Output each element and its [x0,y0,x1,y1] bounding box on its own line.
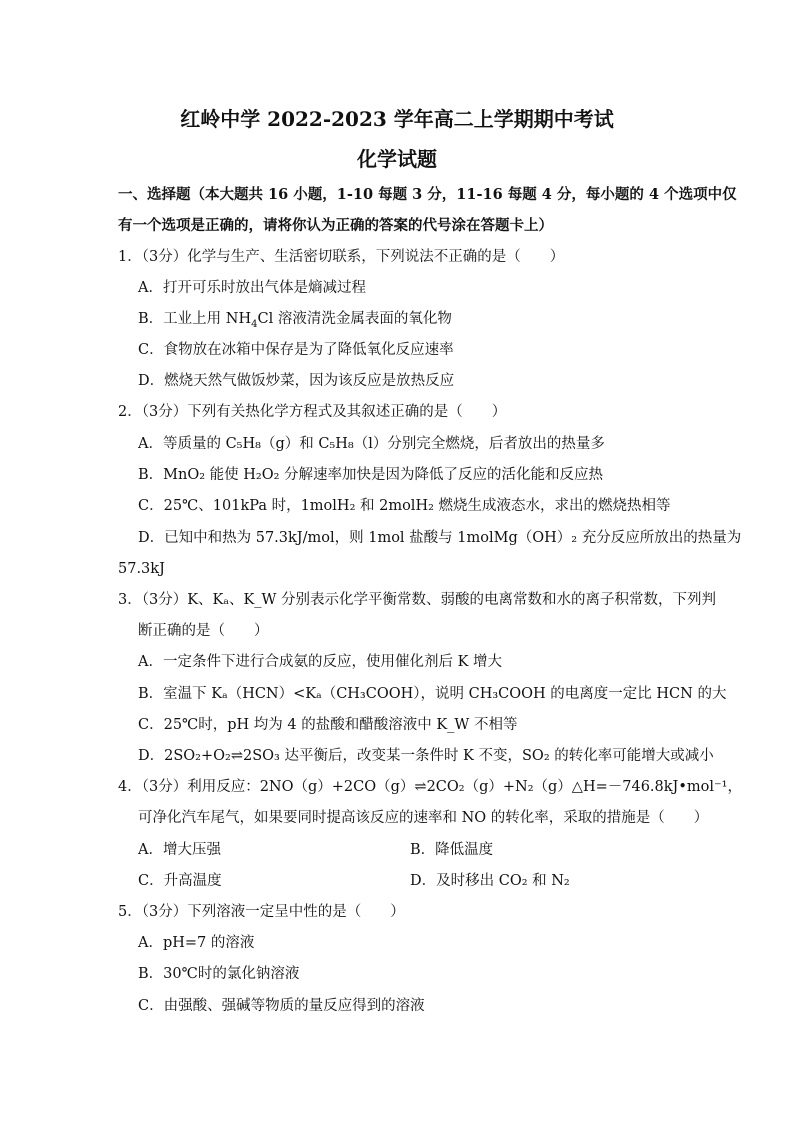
question-2-option-c: C．25℃、101kPa 时，1molH₂ 和 2molH₂ 燃烧生成液态水，求出的燃烧热相等 [138,498,671,514]
question-1-option-a: A．打开可乐时放出气体是熵减过程 [138,280,366,296]
question-5-option-a: A．pH=7 的溶液 [138,935,255,951]
question-1-option-d: D．燃烧天然气做饭炒菜，因为该反应是放热反应 [138,373,455,389]
question-1-option-b: B．工业上用 $NH_4Cl$ 溶液清洗金属表面的氧化物 [138,311,452,330]
question-3-option-b: B．室温下 Kₐ（HCN）<Kₐ（CH₃COOH），说明 CH₃COOH 的电离度一定比 HCN 的大 [138,686,727,702]
question-4-option-b: B．降低温度 [410,842,494,858]
exam-subtitle: 化学试题 [357,147,437,171]
question-3-option-a: A．一定条件下进行合成氨的反应，使用催化剂后 K 增大 [138,654,503,670]
question-5-option-c: C．由强酸、强碱等物质的量反应得到的溶液 [138,998,425,1014]
question-4-option-d: D．及时移出 CO₂ 和 N₂ [410,873,570,889]
question-4-stem: 4．（3分）利用反应：2NO（g）+2CO（g）⇌2CO₂（g）+N₂（g）△H=－746.8kJ•mol⁻¹， [118,779,742,795]
section-header-line2: 有一个选项是正确的，请将你认为正确的答案的代号涂在答题卡上） [118,217,553,234]
question-1-option-c: C．食物放在冰箱中保存是为了降低氧化反应速率 [138,342,454,358]
question-1-stem: 1．（3分）化学与生产、生活密切联系，下列说法不正确的是（ ） [118,249,565,265]
question-3-stem-continuation: 断正确的是（ ） [138,623,269,639]
question-2-option-d-continuation: 57.3kJ [118,561,165,577]
question-3-stem: 3．（3分）K、Kₐ、K_W 分别表示化学平衡常数、弱酸的电离常数和水的离子积常数，下列判 [118,592,717,608]
question-2-option-a: A．等质量的 C₅H₈（g）和 C₅H₈（l）分别完全燃烧，后者放出的热量多 [138,436,605,452]
question-4-stem-continuation: 可净化汽车尾气，如果要同时提高该反应的速率和 NO 的转化率，采取的措施是（ ） [138,810,709,826]
question-2-stem: 2．（3分）下列有关热化学方程式及其叙述正确的是（ ） [118,404,507,420]
question-3-option-d: D．2SO₂+O₂⇌2SO₃ 达平衡后，改变某一条件时 K 不变，SO₂ 的转化率可能增大或减小 [138,748,714,764]
section-header-line1: 一、选择题（本大题共 16 小题，1-10 每题 3 分，11-16 每题 4 分，每小题的 4 个选项中仅 [118,186,737,203]
question-4-option-a: A．增大压强 [138,842,221,858]
question-5-stem: 5．（3分）下列溶液一定呈中性的是（ ） [118,904,405,920]
exam-title: 红岭中学 2022-2023 学年高二上学期期中考试 [180,107,614,131]
question-2-option-b: B．MnO₂ 能使 H₂O₂ 分解速率加快是因为降低了反应的活化能和反应热 [138,467,604,483]
question-5-option-b: B．30℃时的氯化钠溶液 [138,966,300,982]
question-3-option-c: C．25℃时，pH 均为 4 的盐酸和醋酸溶液中 K_W 不相等 [138,717,518,733]
question-4-option-c: C．升高温度 [138,873,222,889]
question-2-option-d: D．已知中和热为 57.3kJ/mol，则 1mol 盐酸与 1molMg（OH）₂ 充分反应所放出的热量为 [138,530,742,546]
